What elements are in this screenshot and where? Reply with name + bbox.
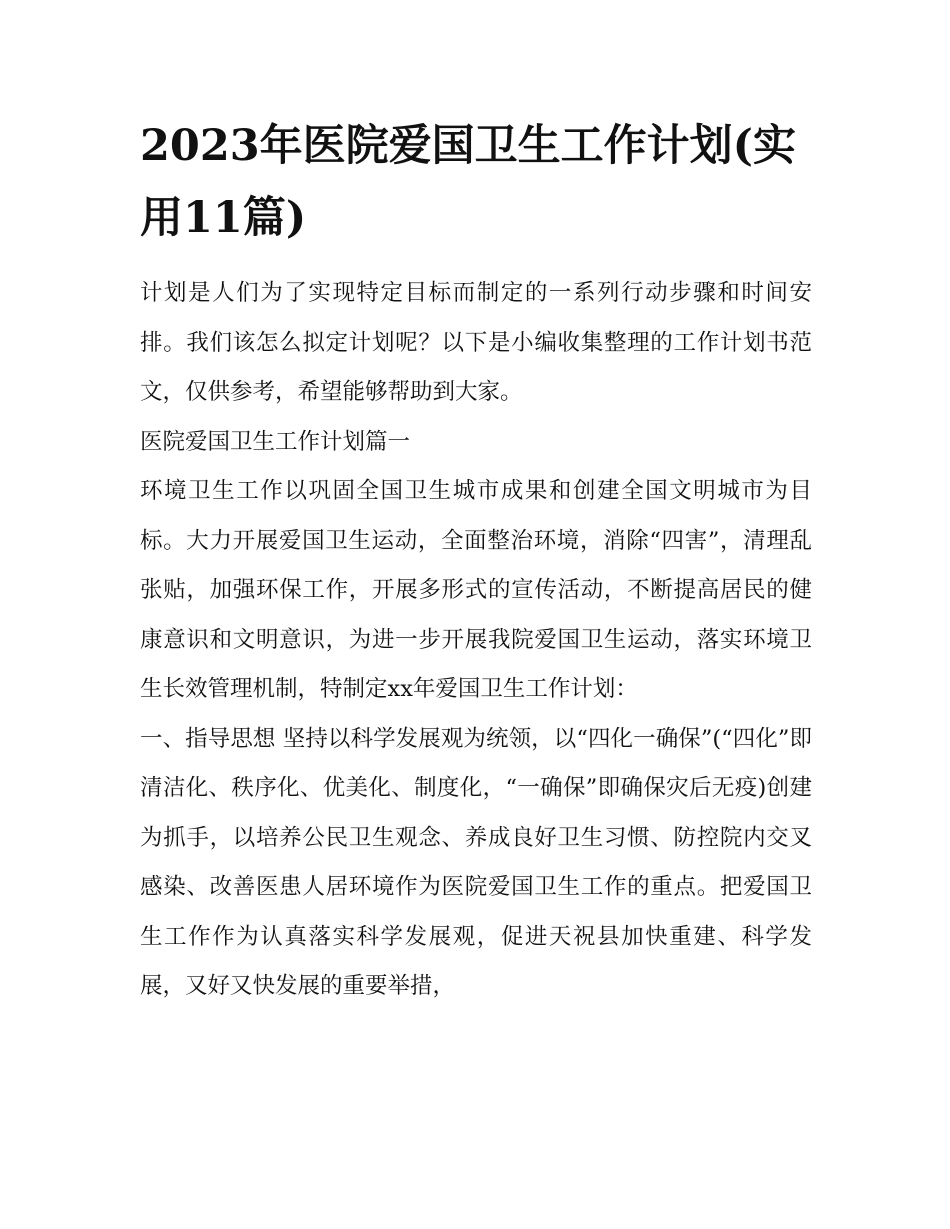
document-title: 2023年医院爱国卫生工作计划(实用11篇) <box>140 121 797 243</box>
document-body <box>140 269 812 1012</box>
section-heading: 医院爱国卫生工作计划篇一 <box>140 428 411 455</box>
document-page <box>140 110 812 1012</box>
body-paragraph: 一、指导思想 坚持以科学发展观为统领，以“四化一确保”(“四化”即清洁化、秩序化、优美化、制度化，“一确保”即确保灾后无疫)创建为抓手，以培养公民卫生观念、养成良好卫生习惯、防控院内交叉感染、改善医患人居环境作为医院爱国卫生工作的重点。把爱国卫生工作作为认真落实科学发展观，促进天祝县加快重建、科学发展，又好又快发展的重要举措， <box>140 725 812 999</box>
intro-paragraph: 计划是人们为了实现特定目标而制定的一系列行动步骤和时间安排。我们该怎么拟定计划呢？以下是小编收集整理的工作计划书范文，仅供参考，希望能够帮助到大家。 <box>140 280 812 405</box>
body-paragraph: 环境卫生工作以巩固全国卫生城市成果和创建全国文明城市为目标。大力开展爱国卫生运动，全面整治环境，消除“四害”，清理乱张贴，加强环保工作，开展多形式的宣传活动，不断提高居民的健康意识和文明意识，为进一步开展我院爱国卫生运动，落实环境卫生长效管理机制，特制定xx年爱国卫生工作计划： <box>140 478 812 702</box>
